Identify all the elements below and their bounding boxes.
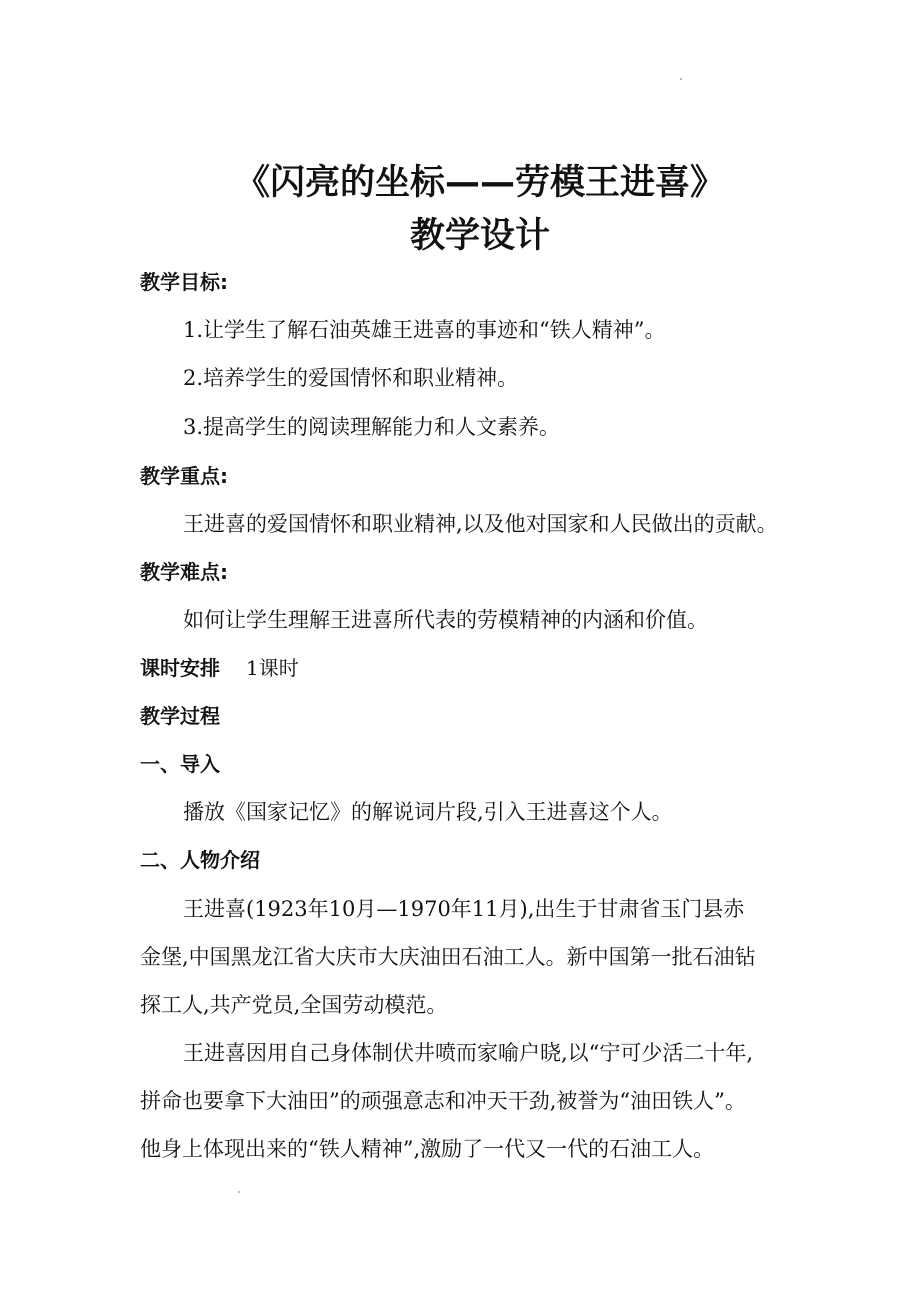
section-intro-heading: 一、导入: [140, 752, 220, 776]
key-points-heading: 教学重点:: [140, 464, 228, 488]
document-subtitle: 教学设计: [409, 216, 550, 256]
section-intro-text: 播放《国家记忆》的解说词片段,引入王进喜这个人。: [183, 800, 673, 824]
schedule-label: 课时安排: [140, 656, 220, 680]
bio-paragraph-line: 拼命也要拿下大油田”的顽强意志和冲天干劲,被誉为“油田铁人”。: [140, 1089, 746, 1113]
bio-paragraph-line: 金堡,中国黑龙江省大庆市大庆油田石油工人。新中国第一批石油钻: [140, 945, 756, 969]
bio-paragraph-line: 他身上体现出来的“铁人精神”,激励了一代又一代的石油工人。: [140, 1137, 715, 1161]
scan-speck: [238, 1191, 240, 1193]
objective-item: 2.培养学生的爱国情怀和职业精神。: [183, 366, 519, 390]
bio-paragraph-line: 探工人,共产党员,全国劳动模范。: [140, 993, 448, 1017]
document-title: 《闪亮的坐标——劳模王进喜》: [234, 163, 725, 203]
objectives-heading: 教学目标:: [140, 270, 228, 294]
bio-paragraph-line: 王进喜因用自己身体制伏井喷而家喻户晓,以“宁可少活二十年,: [183, 1041, 754, 1065]
bio-paragraph-line: 王进喜(1923年10月—1970年11月),出生于甘肃省玉门县赤: [183, 897, 745, 921]
objective-item: 3.提高学生的阅读理解能力和人文素养。: [183, 415, 561, 439]
process-heading: 教学过程: [140, 704, 220, 728]
schedule-row: [140, 654, 299, 682]
scan-speck: [680, 78, 682, 80]
section-bio-heading: 二、人物介绍: [140, 848, 260, 872]
objective-item: 1.让学生了解石油英雄王进喜的事迹和“铁人精神”。: [183, 318, 666, 342]
difficulties-heading: 教学难点:: [140, 560, 228, 584]
difficulties-text: 如何让学生理解王进喜所代表的劳模精神的内涵和价值。: [183, 608, 708, 632]
key-points-text: 王进喜的爱国情怀和职业精神,以及他对国家和人民做出的贡献。: [183, 512, 778, 536]
schedule-value: 1课时: [246, 656, 299, 680]
